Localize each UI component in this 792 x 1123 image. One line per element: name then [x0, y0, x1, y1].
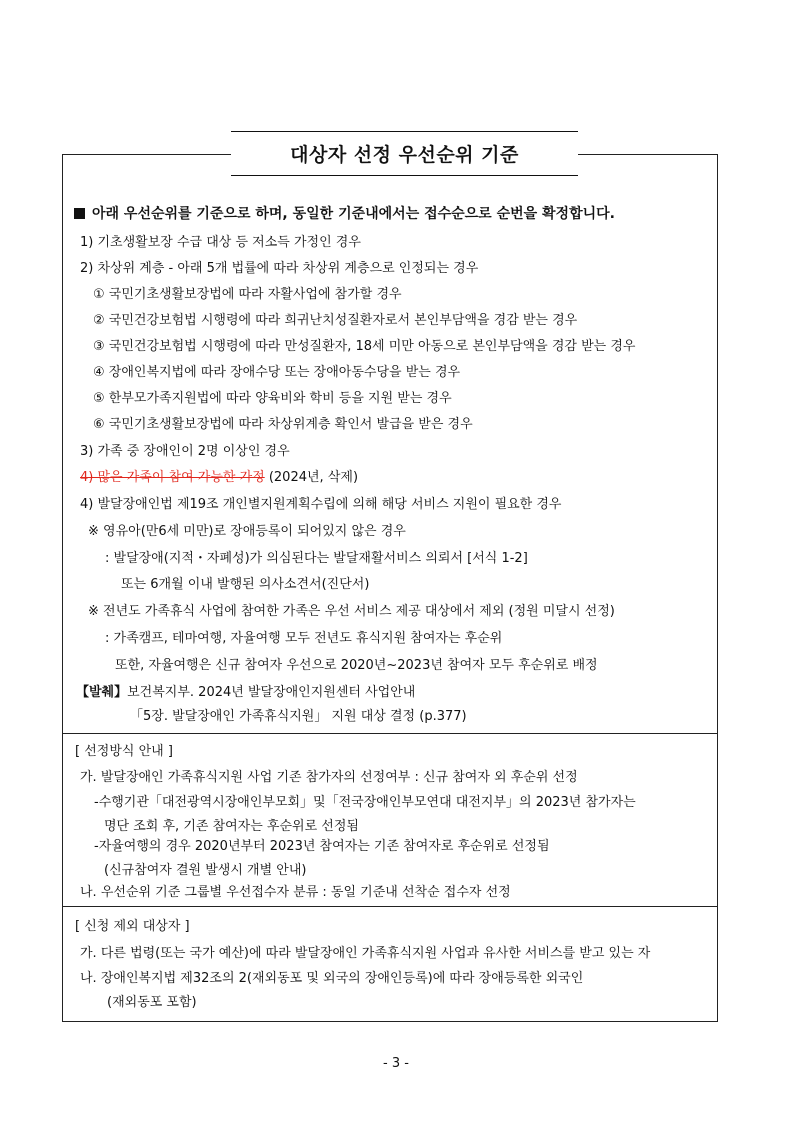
- method-item-ga-2b: (신규참여자 결원 발생시 개별 안내): [104, 863, 307, 878]
- note-2: ※ 전년도 가족휴식 사업에 참여한 가족은 우선 서비스 제공 대상에서 제외 (정원 미달시 선정): [88, 604, 615, 619]
- criterion-2: 2) 차상위 계층 - 아래 5개 법률에 따라 차상위 계층으로 인정되는 경우: [80, 261, 479, 276]
- deleted-note: (2024년, 삭제): [268, 470, 359, 485]
- headline-text: 아래 우선순위를 기준으로 하며, 동일한 기준내에서는 접수순으로 순번을 확정합니다.: [92, 206, 615, 222]
- source-line-2: 「5장. 발달장애인 가족휴식지원」 지원 대상 결정 (p.377): [130, 709, 467, 724]
- criterion-2-sub-2: ② 국민건강보험법 시행령에 따라 희귀난치성질환자로서 본인부담액을 경감 받는 경우: [93, 313, 578, 328]
- deleted-criterion-text: 4) 많은 가족이 참여 가능한 가정: [80, 470, 265, 485]
- method-item-na: 나. 우선순위 기준 그룹별 우선접수자 분류 : 동일 기준내 선착순 접수자 선정: [80, 885, 511, 900]
- source-text-1: 보건복지부. 2024년 발달장애인지원센터 사업안내: [127, 685, 416, 700]
- source-label: 【발췌】: [76, 685, 128, 700]
- method-item-ga-2a: -자율여행의 경우 2020년부터 2023년 참여자는 기존 참여자로 후순위로 선정됨: [94, 839, 550, 854]
- source-line-1: [76, 684, 415, 702]
- black-square-icon: [74, 208, 85, 219]
- note-1-detail-b: 또는 6개월 이내 발행된 의사소견서(진단서): [121, 577, 370, 592]
- criterion-1: 1) 기초생활보장 수급 대상 등 저소득 가정인 경우: [80, 235, 361, 250]
- method-header: [ 선정방식 안내 ]: [75, 744, 173, 759]
- method-item-ga: 가. 발달장애인 가족휴식지원 사업 기존 참가자의 선정여부 : 신규 참여자 외 후순위 선정: [80, 770, 578, 785]
- criterion-4-deleted: [80, 469, 358, 487]
- criterion-2-sub-1: ① 국민기초생활보장법에 따라 자활사업에 참가할 경우: [93, 287, 402, 302]
- criterion-2-sub-6: ⑥ 국민기초생활보장법에 따라 차상위계층 확인서 발급을 받은 경우: [93, 417, 473, 432]
- criterion-3: 3) 가족 중 장애인이 2명 이상인 경우: [80, 444, 290, 459]
- title-rule-top: [231, 131, 578, 132]
- exclusion-item-ga: 가. 다른 법령(또는 국가 예산)에 따라 발달장애인 가족휴식지원 사업과 유사한 서비스를 받고 있는 자: [80, 946, 651, 961]
- exclusion-header: [ 신청 제외 대상자 ]: [75, 919, 190, 934]
- criterion-2-sub-3: ③ 국민건강보험법 시행령에 따라 만성질환자, 18세 미만 아동으로 본인부담액을 경감 받는 경우: [93, 339, 636, 354]
- headline: [74, 205, 615, 223]
- criterion-2-sub-4: ④ 장애인복지법에 따라 장애수당 또는 장애아동수당을 받는 경우: [93, 365, 461, 380]
- page-title: 대상자 선정 우선순위 기준: [290, 144, 519, 166]
- method-item-ga-1b: 명단 조회 후, 기존 참여자는 후순위로 선정됨: [104, 819, 359, 834]
- page-number: - 3 -: [383, 1056, 409, 1071]
- exclusion-item-na: 나. 장애인복지법 제32조의 2(재외동포 및 외국의 장애인등록)에 따라 장애등록한 외국인: [80, 971, 584, 986]
- note-2-detail-a: : 가족캠프, 테마여행, 자율여행 모두 전년도 휴식지원 참여자는 후순위: [105, 631, 503, 646]
- exclusion-item-na-b: (재외동포 포함): [107, 995, 197, 1010]
- criterion-4: 4) 발달장애인법 제19조 개인별지원계획수립에 의해 해당 서비스 지원이 필요한 경우: [80, 497, 562, 512]
- method-item-ga-1a: -수행기관「대전광역시장애인부모회」및「전국장애인부모연대 대전지부」의 2023년 참가자는: [94, 795, 636, 810]
- criterion-2-sub-5: ⑤ 한부모가족지원법에 따라 양육비와 학비 등을 지원 받는 경우: [93, 391, 452, 406]
- note-1: ※ 영유아(만6세 미만)로 장애등록이 되어있지 않은 경우: [88, 524, 406, 539]
- title-rule-bottom: [231, 175, 578, 176]
- note-1-detail-a: : 발달장애(지적・자폐성)가 의심된다는 발달재활서비스 의뢰서 [서식 1-2]: [105, 551, 528, 566]
- note-2-detail-b: 또한, 자율여행은 신규 참여자 우선으로 2020년~2023년 참여자 모두 후순위로 배정: [115, 658, 598, 673]
